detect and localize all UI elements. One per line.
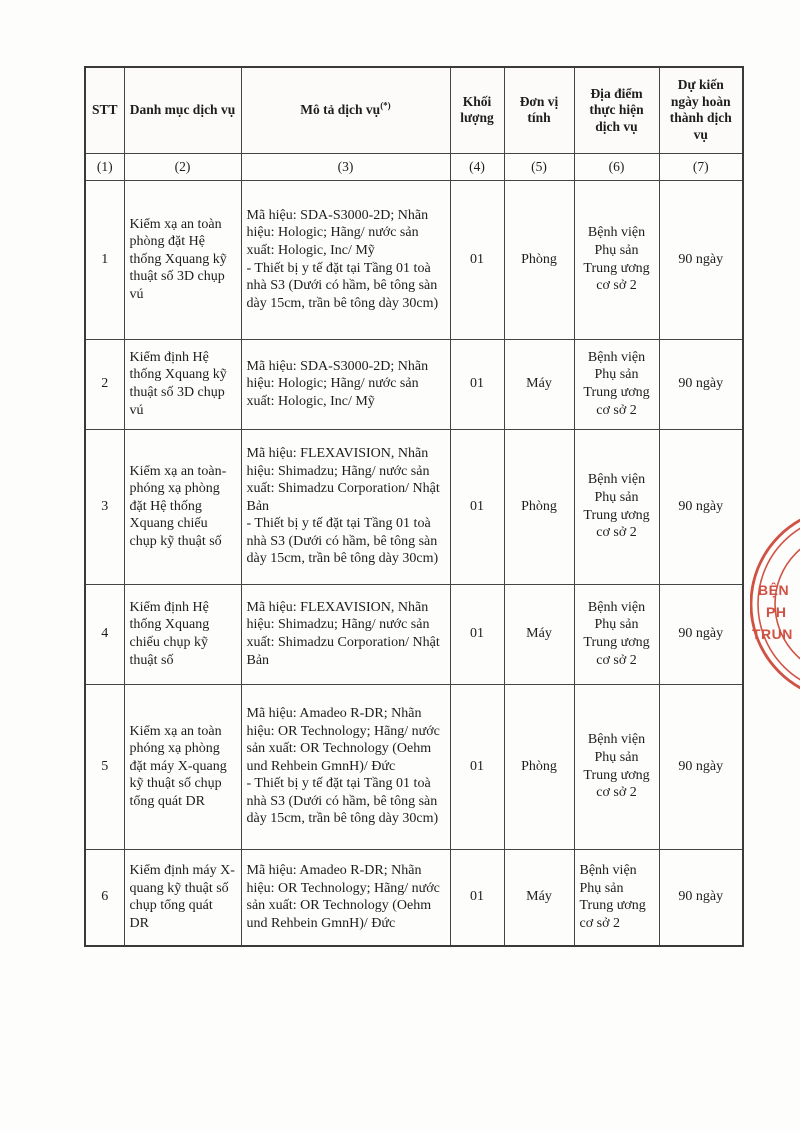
quantity-cell: 01 [450,429,504,584]
description-paragraph: - Thiết bị y tế đặt tại Tầng 01 toà nhà S3 (Dưới có hầm, bê tông sàn dày 15cm, trần bê tông dày 30cm) [246,516,439,567]
service-description-cell [241,339,450,429]
description-paragraph: Mã hiệu: SDA-S3000-2D; Nhãn hiệu: Hologic; Hãng/ nước sản xuất: Hologic, Inc/ Mỹ [246,358,429,409]
column-header-footnote-marker: (*) [380,100,391,111]
column-index-2: (2) [124,153,241,180]
quantity-cell: 01 [450,584,504,684]
column-header-1 [85,67,124,153]
column-index-7: (7) [659,153,743,180]
stamp-inner-ring [775,532,800,676]
service-category-cell: Kiểm xạ an toàn-phóng xạ phòng đặt Hệ thống Xquang chiếu chụp kỹ thuật số [124,429,241,584]
location-cell: Bệnh viện Phụ sản Trung ương cơ sở 2 [574,339,659,429]
row-number-cell: 4 [85,584,124,684]
stamp-graphic [750,505,800,705]
description-paragraph: Mã hiệu: Amadeo R-DR; Nhãn hiệu: OR Technology; Hãng/ nước sản xuất: OR Technology (Oehm und Rehbein GmnH)/ Đức [246,863,440,931]
table-row [85,339,743,429]
service-description-cell [241,849,450,946]
duration-cell: 90 ngày [659,339,743,429]
service-description-cell [241,180,450,339]
quantity-cell: 01 [450,849,504,946]
unit-cell: Phòng [504,180,574,339]
column-header-5 [504,67,574,153]
stamp-text-line1: BỆN [758,582,790,598]
service-category-cell: Kiểm định máy X-quang kỹ thuật số chụp tổng quát DR [124,849,241,946]
column-header-label: Mô tả dịch vụ [300,102,381,117]
header-label-row [85,67,743,153]
column-header-label: Địa điểm thực hiện dịch vụ [589,85,644,134]
stamp-outer-ring-inner-line [758,515,800,693]
stamp-text-line2: PH [766,604,787,620]
column-index-1: (1) [85,153,124,180]
row-number-cell: 2 [85,339,124,429]
column-header-7 [659,67,743,153]
column-header-3 [241,67,450,153]
duration-cell: 90 ngày [659,429,743,584]
hospital-stamp [750,505,800,705]
description-paragraph: Mã hiệu: FLEXAVISION, Nhãn hiệu: Shimadzu; Hãng/ nước sản xuất: Shimadzu Corporation/ Nhật Bản [246,599,440,668]
column-header-label: Dự kiến ngày hoàn thành dịch vụ [669,77,732,142]
table-row [85,849,743,946]
column-header-6 [574,67,659,153]
column-index-4: (4) [450,153,504,180]
unit-cell: Phòng [504,429,574,584]
quantity-cell: 01 [450,684,504,849]
row-number-cell: 3 [85,429,124,584]
description-paragraph: Mã hiệu: SDA-S3000-2D; Nhãn hiệu: Hologic; Hãng/ nước sản xuất: Hologic, Inc/ Mỹ [246,207,429,258]
row-number-cell: 1 [85,180,124,339]
duration-cell: 90 ngày [659,849,743,946]
column-header-4 [450,67,504,153]
service-category-cell: Kiểm xạ an toàn phòng đặt Hệ thống Xquang kỹ thuật số 3D chụp vú [124,180,241,339]
table-row [85,180,743,339]
row-number-cell: 5 [85,684,124,849]
column-header-2 [124,67,241,153]
column-index-3: (3) [241,153,450,180]
description-paragraph: Mã hiệu: FLEXAVISION, Nhãn hiệu: Shimadzu; Hãng/ nước sản xuất: Shimadzu Corporation/ Nhật Bản [246,445,440,514]
table-row [85,584,743,684]
column-index-6: (6) [574,153,659,180]
service-category-cell: Kiểm định Hệ thống Xquang kỹ thuật số 3D chụp vú [124,339,241,429]
unit-cell: Máy [504,339,574,429]
quantity-cell: 01 [450,180,504,339]
service-description-cell [241,429,450,584]
duration-cell: 90 ngày [659,684,743,849]
stamp-text-line3: TRUN [752,626,793,642]
row-number-cell: 6 [85,849,124,946]
column-header-label: STT [91,102,118,117]
service-category-cell: Kiểm định Hệ thống Xquang chiếu chụp kỹ thuật số [124,584,241,684]
table-row [85,429,743,584]
location-cell: Bệnh viện Phụ sản Trung ương cơ sở 2 [574,429,659,584]
location-cell: Bệnh viện Phụ sản Trung ương cơ sở 2 [574,584,659,684]
description-paragraph: - Thiết bị y tế đặt tại Tầng 01 toà nhà S3 (Dưới có hầm, bê tông sàn dày 15cm, trần bê tông dày 30cm) [246,260,439,311]
description-paragraph: - Thiết bị y tế đặt tại Tầng 01 toà nhà S3 (Dưới có hầm, bê tông sàn dày 15cm, trần bê tông dày 30cm) [246,776,439,827]
table-row [85,684,743,849]
unit-cell: Phòng [504,684,574,849]
table-body [85,180,743,946]
location-cell: Bệnh viện Phụ sản Trung ương cơ sở 2 [574,849,659,946]
service-description-cell [241,684,450,849]
stamp-outer-ring [751,508,800,700]
column-header-label: Đơn vị tính [519,93,559,126]
quantity-cell: 01 [450,339,504,429]
table-header [85,67,743,180]
duration-cell: 90 ngày [659,180,743,339]
duration-cell: 90 ngày [659,584,743,684]
description-paragraph: Mã hiệu: Amadeo R-DR; Nhãn hiệu: OR Technology; Hãng/ nước sản xuất: OR Technology (Oehm und Rehbein GmnH)/ Đức [246,705,440,774]
location-cell: Bệnh viện Phụ sản Trung ương cơ sở 2 [574,180,659,339]
location-cell: Bệnh viện Phụ sản Trung ương cơ sở 2 [574,684,659,849]
service-table [84,66,744,947]
unit-cell: Máy [504,584,574,684]
column-header-label: Khối lượng [460,93,494,126]
column-index-5: (5) [504,153,574,180]
service-category-cell: Kiểm xạ an toàn phóng xạ phòng đặt máy X-quang kỹ thuật số chụp tổng quát DR [124,684,241,849]
header-index-row [85,153,743,180]
column-header-label: Danh mục dịch vụ [129,102,236,117]
unit-cell: Máy [504,849,574,946]
service-description-cell [241,584,450,684]
